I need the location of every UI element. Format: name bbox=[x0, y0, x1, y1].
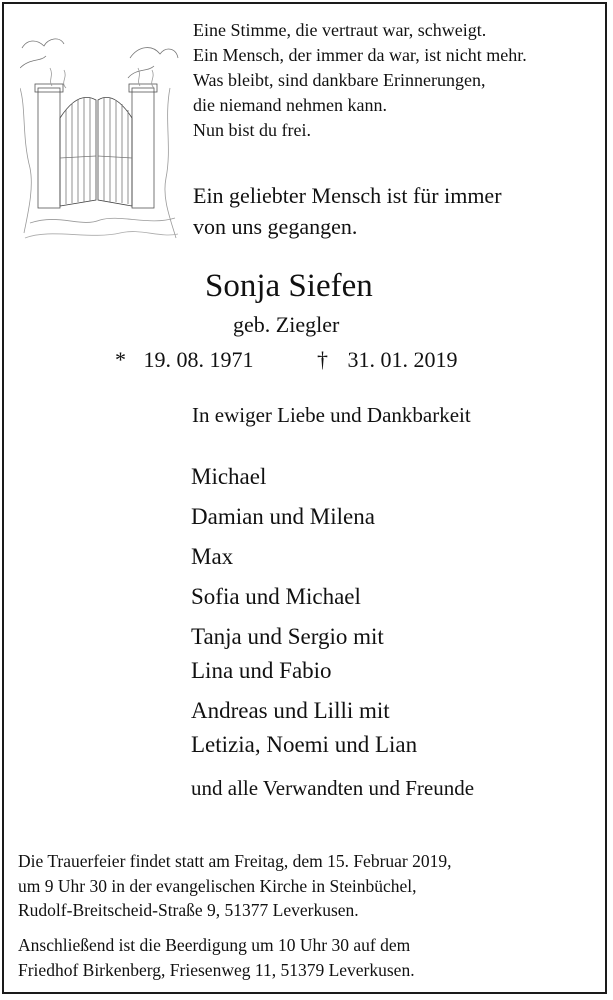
mourner: Tanja und Sergio mit bbox=[191, 624, 384, 649]
birth-symbol: * bbox=[115, 347, 126, 372]
mourners-list bbox=[191, 460, 417, 762]
poem-line: Was bleibt, sind dankbare Erinnerungen, bbox=[193, 70, 486, 90]
funeral-line: um 9 Uhr 30 in der evangelischen Kirche in Steinbüchel, bbox=[18, 875, 417, 896]
garden-gate-illustration bbox=[20, 28, 180, 243]
life-dates bbox=[115, 345, 458, 375]
poem-line: Eine Stimme, die vertraut war, schweigt. bbox=[193, 20, 487, 40]
poem-line: Nun bist du frei. bbox=[193, 120, 311, 140]
intro-text bbox=[193, 180, 502, 242]
mourner: Andreas und Lilli mit bbox=[191, 698, 390, 723]
death-date: 31. 01. 2019 bbox=[347, 347, 458, 372]
poem-line: Ein Mensch, der immer da war, ist nicht mehr. bbox=[193, 45, 527, 65]
burial-line: Anschließend ist die Beerdigung um 10 Uhr 30 auf dem bbox=[18, 935, 411, 955]
dedication: In ewiger Liebe und Dankbarkeit bbox=[192, 403, 471, 427]
mourner: Michael bbox=[191, 464, 267, 489]
mourner: Sofia und Michael bbox=[191, 584, 361, 609]
burial-notice bbox=[18, 933, 415, 982]
mourner: Letizia, Noemi und Lian bbox=[191, 732, 418, 757]
relatives-line: und alle Verwandten und Freunde bbox=[191, 776, 475, 800]
deceased-name: Sonja Siefen bbox=[205, 268, 373, 304]
burial-line: Friedhof Birkenberg, Friesenweg 11, 51379 Leverkusen. bbox=[18, 959, 415, 980]
funeral-line: Rudolf-Breitscheid-Straße 9, 51377 Leverkusen. bbox=[18, 900, 359, 920]
maiden-name: geb. Ziegler bbox=[233, 312, 340, 337]
mourner: Max bbox=[191, 544, 234, 569]
intro-line: von uns gegangen. bbox=[193, 214, 358, 239]
funeral-notice bbox=[18, 849, 452, 923]
mourner: Damian und Milena bbox=[191, 504, 375, 529]
poem bbox=[193, 18, 527, 143]
death-symbol: † bbox=[317, 347, 328, 372]
mourner: Lina und Fabio bbox=[191, 658, 332, 683]
funeral-line: Die Trauerfeier findet statt am Freitag, dem 15. Februar 2019, bbox=[18, 851, 452, 871]
poem-line: die niemand nehmen kann. bbox=[193, 95, 387, 115]
birth-date: 19. 08. 1971 bbox=[143, 347, 254, 372]
intro-line: Ein geliebter Mensch ist für immer bbox=[193, 183, 502, 208]
